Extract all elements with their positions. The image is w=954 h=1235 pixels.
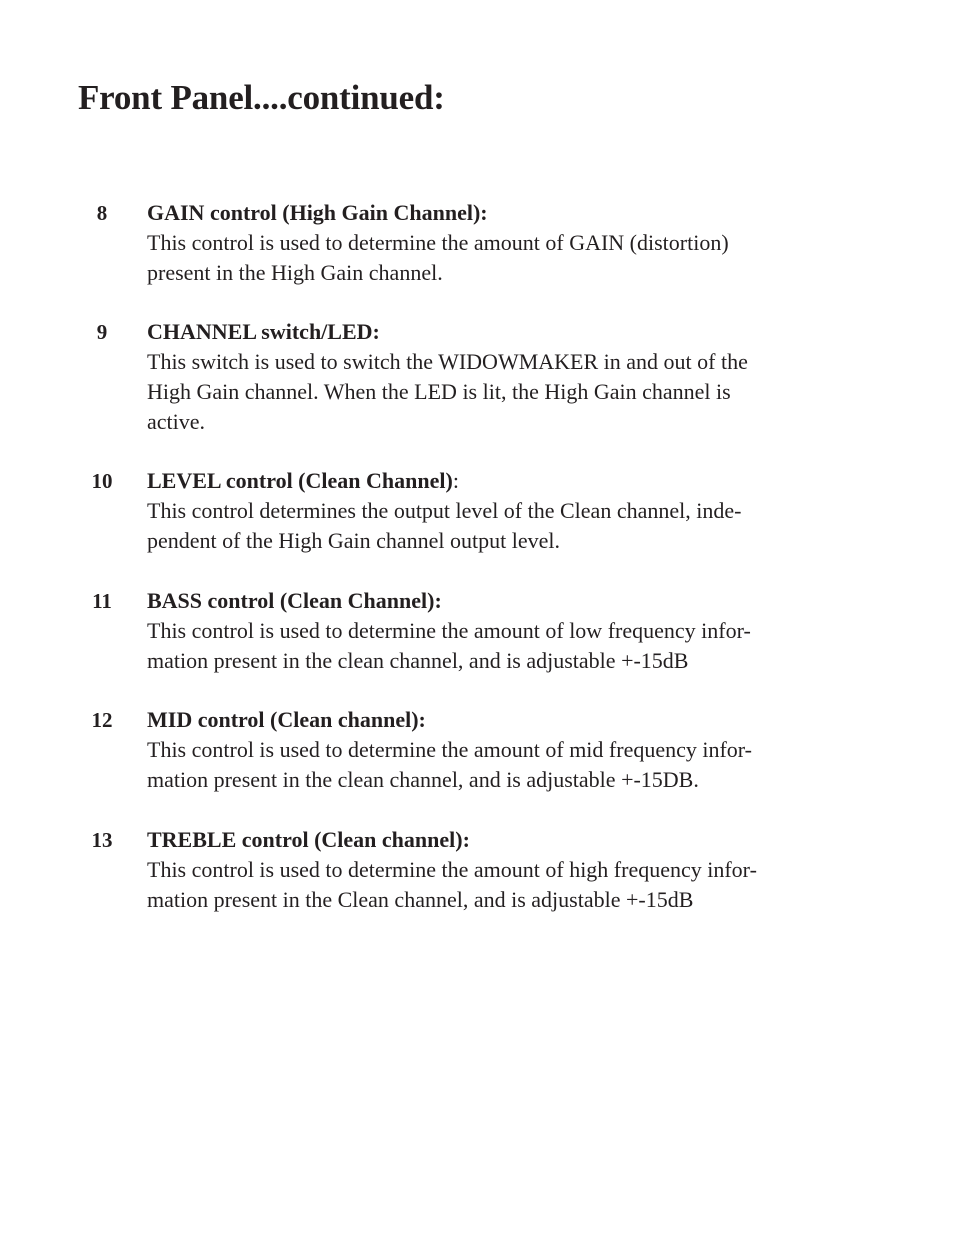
item-text-line: This control is used to determine the amount of high frequency infor-: [147, 857, 757, 882]
item-heading: BASS control (Clean Channel):: [147, 588, 442, 613]
item-number: 9: [96, 320, 108, 344]
item-body: [147, 586, 847, 676]
item-body: [147, 198, 847, 288]
item-text-line: This control is used to determine the amount of GAIN (distortion): [147, 230, 729, 255]
item-text-line: mation present in the clean channel, and is adjustable +-15DB.: [147, 767, 699, 792]
item-text-line: This control is used to determine the amount of mid frequency infor-: [147, 737, 753, 762]
item-number: 13: [91, 828, 113, 852]
item-number: 10: [91, 469, 113, 493]
item-text-line: This control determines the output level of the Clean channel, inde-: [147, 498, 742, 523]
item-text-line: mation present in the Clean channel, and is adjustable +-15dB: [147, 887, 694, 912]
item-body: [147, 705, 847, 795]
item-heading: LEVEL control (Clean Channel):: [147, 468, 459, 493]
item-number: 12: [91, 708, 113, 732]
item-text-line: active.: [147, 409, 206, 434]
item-text-line: present in the High Gain channel.: [147, 260, 443, 285]
item-text-line: This control is used to determine the amount of low frequency infor-: [147, 618, 751, 643]
item-body: [147, 317, 847, 437]
item-body: [147, 825, 847, 915]
item-body: [147, 466, 847, 556]
item-heading: GAIN control (High Gain Channel):: [147, 200, 488, 225]
item-text-line: High Gain channel. When the LED is lit, the High Gain channel is: [147, 379, 731, 404]
item-heading: MID control (Clean channel):: [147, 707, 426, 732]
item-heading: CHANNEL switch/LED:: [147, 319, 380, 344]
item-number: 8: [96, 201, 108, 225]
item-text-line: pendent of the High Gain channel output level.: [147, 528, 560, 553]
item-number: 11: [92, 589, 112, 613]
page-title: Front Panel....continued:: [78, 78, 445, 117]
item-heading: TREBLE control (Clean channel):: [147, 827, 470, 852]
item-text-line: This switch is used to switch the WIDOWMAKER in and out of the: [147, 349, 748, 374]
item-text-line: mation present in the clean channel, and is adjustable +-15dB: [147, 648, 689, 673]
